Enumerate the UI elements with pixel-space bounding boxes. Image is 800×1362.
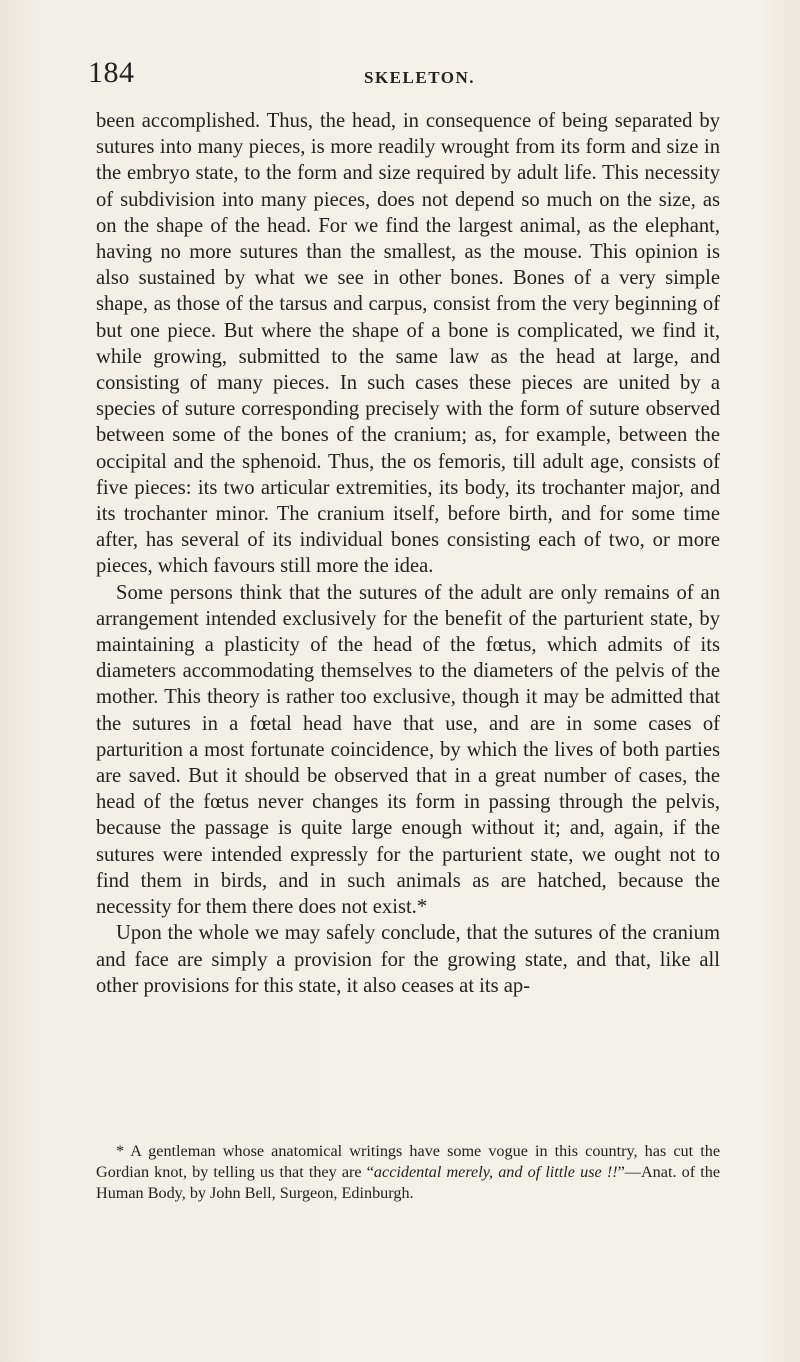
- footnote-citation: ”—Anat. of the Human Body, by John Bell, Surgeon, Edinburgh.: [96, 1163, 721, 1202]
- paragraph-sutures-theory: Some persons think that the sutures of the adult are only remains of an arrangement intended exclusively for the benefit of the parturient state, by maintaining a plasticity of the head of the fœtus, which admits of its diameters accommodating themselves to the diameters of the pelvis of the mother. This theory is rather too exclusive, though it may be admitted that the sutures in a fœtal head have that use, and are in some cases of parturition a most fortunate coincidence, by which the lives of both parties are saved. But it should be observed that in a great number of cases, the head of the fœtus never changes its form in passing through the pelvis, because the passage is quite large enough without it; and, again, if the sutures were intended expressly for the parturient state, we ought not to find them in birds, and in such animals as are hatched, because the necessity for them there does not exist.*: [96, 581, 720, 919]
- paragraph-continued: been accomplished. Thus, the head, in consequence of being separated by sutures into many pieces, is more readily wrought from its form and size in the embryo state, to the form and size required by adult life. This necessity of subdivision into many pieces, does not depend so much on the size, as on the shape of the head. For we find the largest animal, as the elephant, having no more sutures than the smallest, as the mouse. This opinion is also sustained by what we see in other bones. Bones of a very simple shape, as those of the tarsus and carpus, consist from the very beginning of but one piece. But where the shape of a bone is complicated, we find it, while growing, submitted to the same law as the head at large, and consisting of many pieces. In such cases these pieces are united by a species of suture corresponding precisely with the form of suture observed between some of the bones of the cranium; as, for example, between the occipital and the sphenoid. Thus, the os femoris, till adult age, consists of five pieces: its two articular extremities, its body, its trochanter major, and its trochanter minor. The cranium itself, before birth, and for some time after, has several of its individual bones consisting each of two, or more pieces, which favours still more the idea.: [96, 110, 720, 578]
- footnote-quote: accidental merely, and of little use !!: [373, 1163, 618, 1181]
- body-text: [96, 108, 720, 999]
- running-title: SKELETON.: [364, 68, 475, 87]
- page-header: [88, 56, 708, 96]
- page-number: 184: [88, 56, 135, 89]
- footnote-lead: * A gentleman whose anatomical writings have some vogue in this country, has cut the Gordian knot, by telling us that they are “: [96, 1142, 720, 1181]
- footnote-text: [96, 1141, 720, 1204]
- paragraph-conclusion: Upon the whole we may safely conclude, that the sutures of the cranium and face are simply a provision for the growing state, and that, like all other provisions for this state, it also ceases at its ap-: [96, 922, 720, 997]
- footnote: [96, 1141, 720, 1204]
